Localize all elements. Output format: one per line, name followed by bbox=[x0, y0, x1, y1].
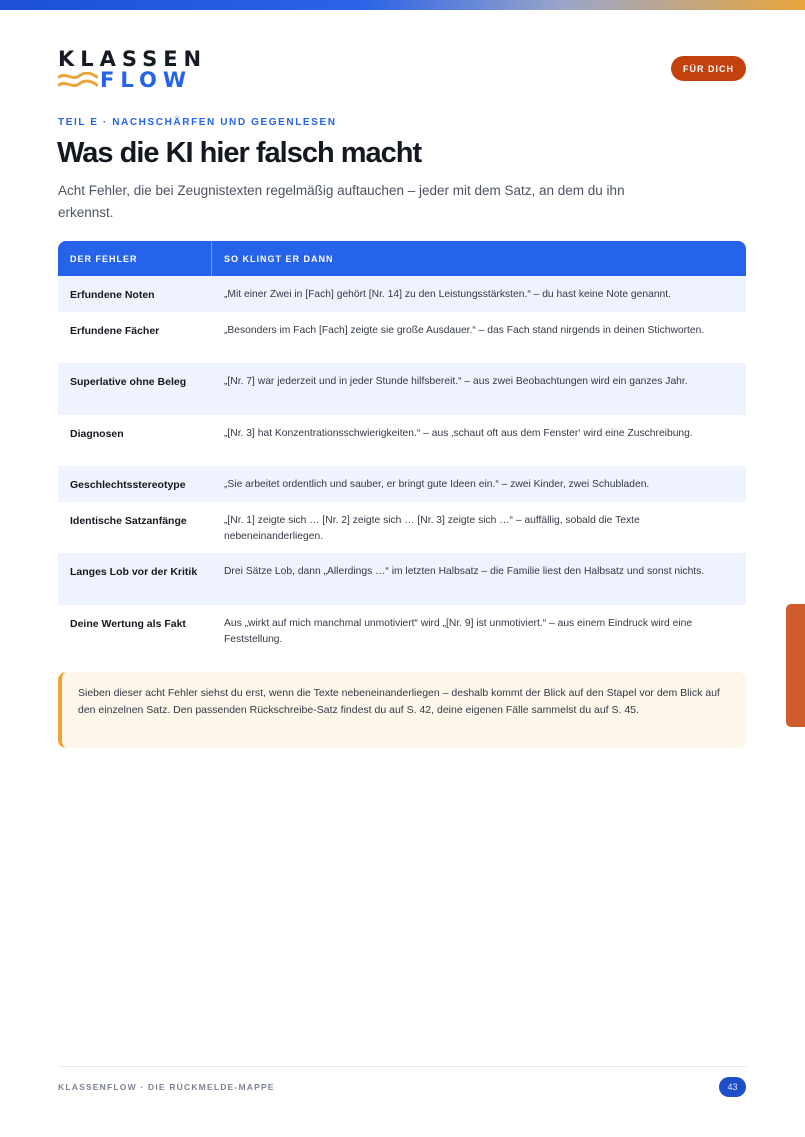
section-eyebrow: TEIL E · NACHSCHÄRFEN UND GEGENLESEN bbox=[58, 117, 337, 128]
table-row bbox=[58, 502, 746, 553]
error-name: Superlative ohne Beleg bbox=[70, 376, 187, 388]
error-example: „[Nr. 7] war jederzeit und in jeder Stunde hilfsbereit.“ – aus zwei Beobachtungen wird ein ganzes Jahr. bbox=[224, 376, 688, 387]
waves-icon bbox=[58, 72, 98, 92]
lead-paragraph: Acht Fehler, die bei Zeugnistexten regelmäßig auftauchen – jeder mit dem Satz, an dem du ihn erkennst. bbox=[58, 183, 625, 220]
error-example: „[Nr. 1] zeigte sich … [Nr. 2] zeigte sich … [Nr. 3] zeigte sich …“ – auffällig, sobald die Texte nebeneinanderliegen. bbox=[224, 515, 640, 542]
error-table bbox=[58, 241, 746, 656]
error-example: Drei Sätze Lob, dann „Allerdings …“ im letzten Halbsatz – die Familie liest den Halbsatz und sonst nichts. bbox=[224, 566, 705, 577]
error-name: Identische Satzanfänge bbox=[70, 515, 187, 527]
error-name: Geschlechtsstereotype bbox=[70, 479, 186, 491]
error-name: Erfundene Noten bbox=[70, 289, 155, 301]
table-row bbox=[58, 312, 746, 363]
chapter-side-tab bbox=[786, 604, 805, 727]
error-example: „Mit einer Zwei in [Fach] gehört [Nr. 14] zu den Leistungsstärksten.“ – du hast keine Note genannt. bbox=[224, 289, 672, 300]
table-row bbox=[58, 415, 746, 466]
table-row bbox=[58, 466, 746, 502]
page-number: 43 bbox=[719, 1077, 746, 1097]
column-header-error: DER FEHLER bbox=[58, 241, 212, 276]
error-example: „Besonders im Fach [Fach] zeigte sie große Ausdauer.“ – das Fach stand nirgends in deinen Stichworten. bbox=[224, 325, 705, 336]
table-row bbox=[58, 553, 746, 605]
error-name: Langes Lob vor der Kritik bbox=[70, 566, 198, 578]
footer-title: KLASSENFLOW · DIE RÜCKMELDE-MAPPE bbox=[58, 1082, 275, 1092]
logo-wordmark-top: KLASSEN bbox=[58, 47, 208, 71]
table-row bbox=[58, 605, 746, 656]
table-header bbox=[58, 241, 746, 276]
logo-wordmark-bottom: FLOW bbox=[100, 68, 192, 92]
klassenflow-logo bbox=[58, 47, 208, 97]
error-example: Aus „wirkt auf mich manchmal unmotiviert“ wird „[Nr. 9] ist unmotiviert.“ – aus einem Eindruck wird eine Feststellung. bbox=[224, 618, 693, 645]
error-example: „Sie arbeitet ordentlich und sauber, er bringt gute Ideen ein.“ – zwei Kinder, zwei Schubladen. bbox=[224, 479, 650, 490]
error-example: „[Nr. 3] hat Konzentrationsschwierigkeiten.“ – aus ‚schaut oft aus dem Fenster‘ wird eine Zuschreibung. bbox=[224, 428, 693, 439]
table-row bbox=[58, 276, 746, 312]
footer-divider bbox=[58, 1066, 746, 1067]
column-header-example: SO KLINGT ER DANN bbox=[224, 253, 334, 264]
audience-badge: FÜR DICH bbox=[671, 56, 746, 81]
hint-callout: Sieben dieser acht Fehler siehst du erst, wenn die Texte nebeneinanderliegen – deshalb kommt der Blick auf den Stapel vor dem Blick auf den einzelnen Satz. Den passenden Rückschreibe-Satz findest du auf S. 42, deine eigenen Fälle sammelst du auf S. 45. bbox=[58, 672, 746, 748]
error-name: Erfundene Fächer bbox=[70, 325, 160, 337]
error-name: Deine Wertung als Fakt bbox=[70, 618, 186, 630]
error-name: Diagnosen bbox=[70, 428, 124, 440]
page-title: Was die KI hier falsch macht bbox=[57, 137, 422, 169]
table-row bbox=[58, 363, 746, 415]
top-accent-bar bbox=[0, 0, 805, 10]
